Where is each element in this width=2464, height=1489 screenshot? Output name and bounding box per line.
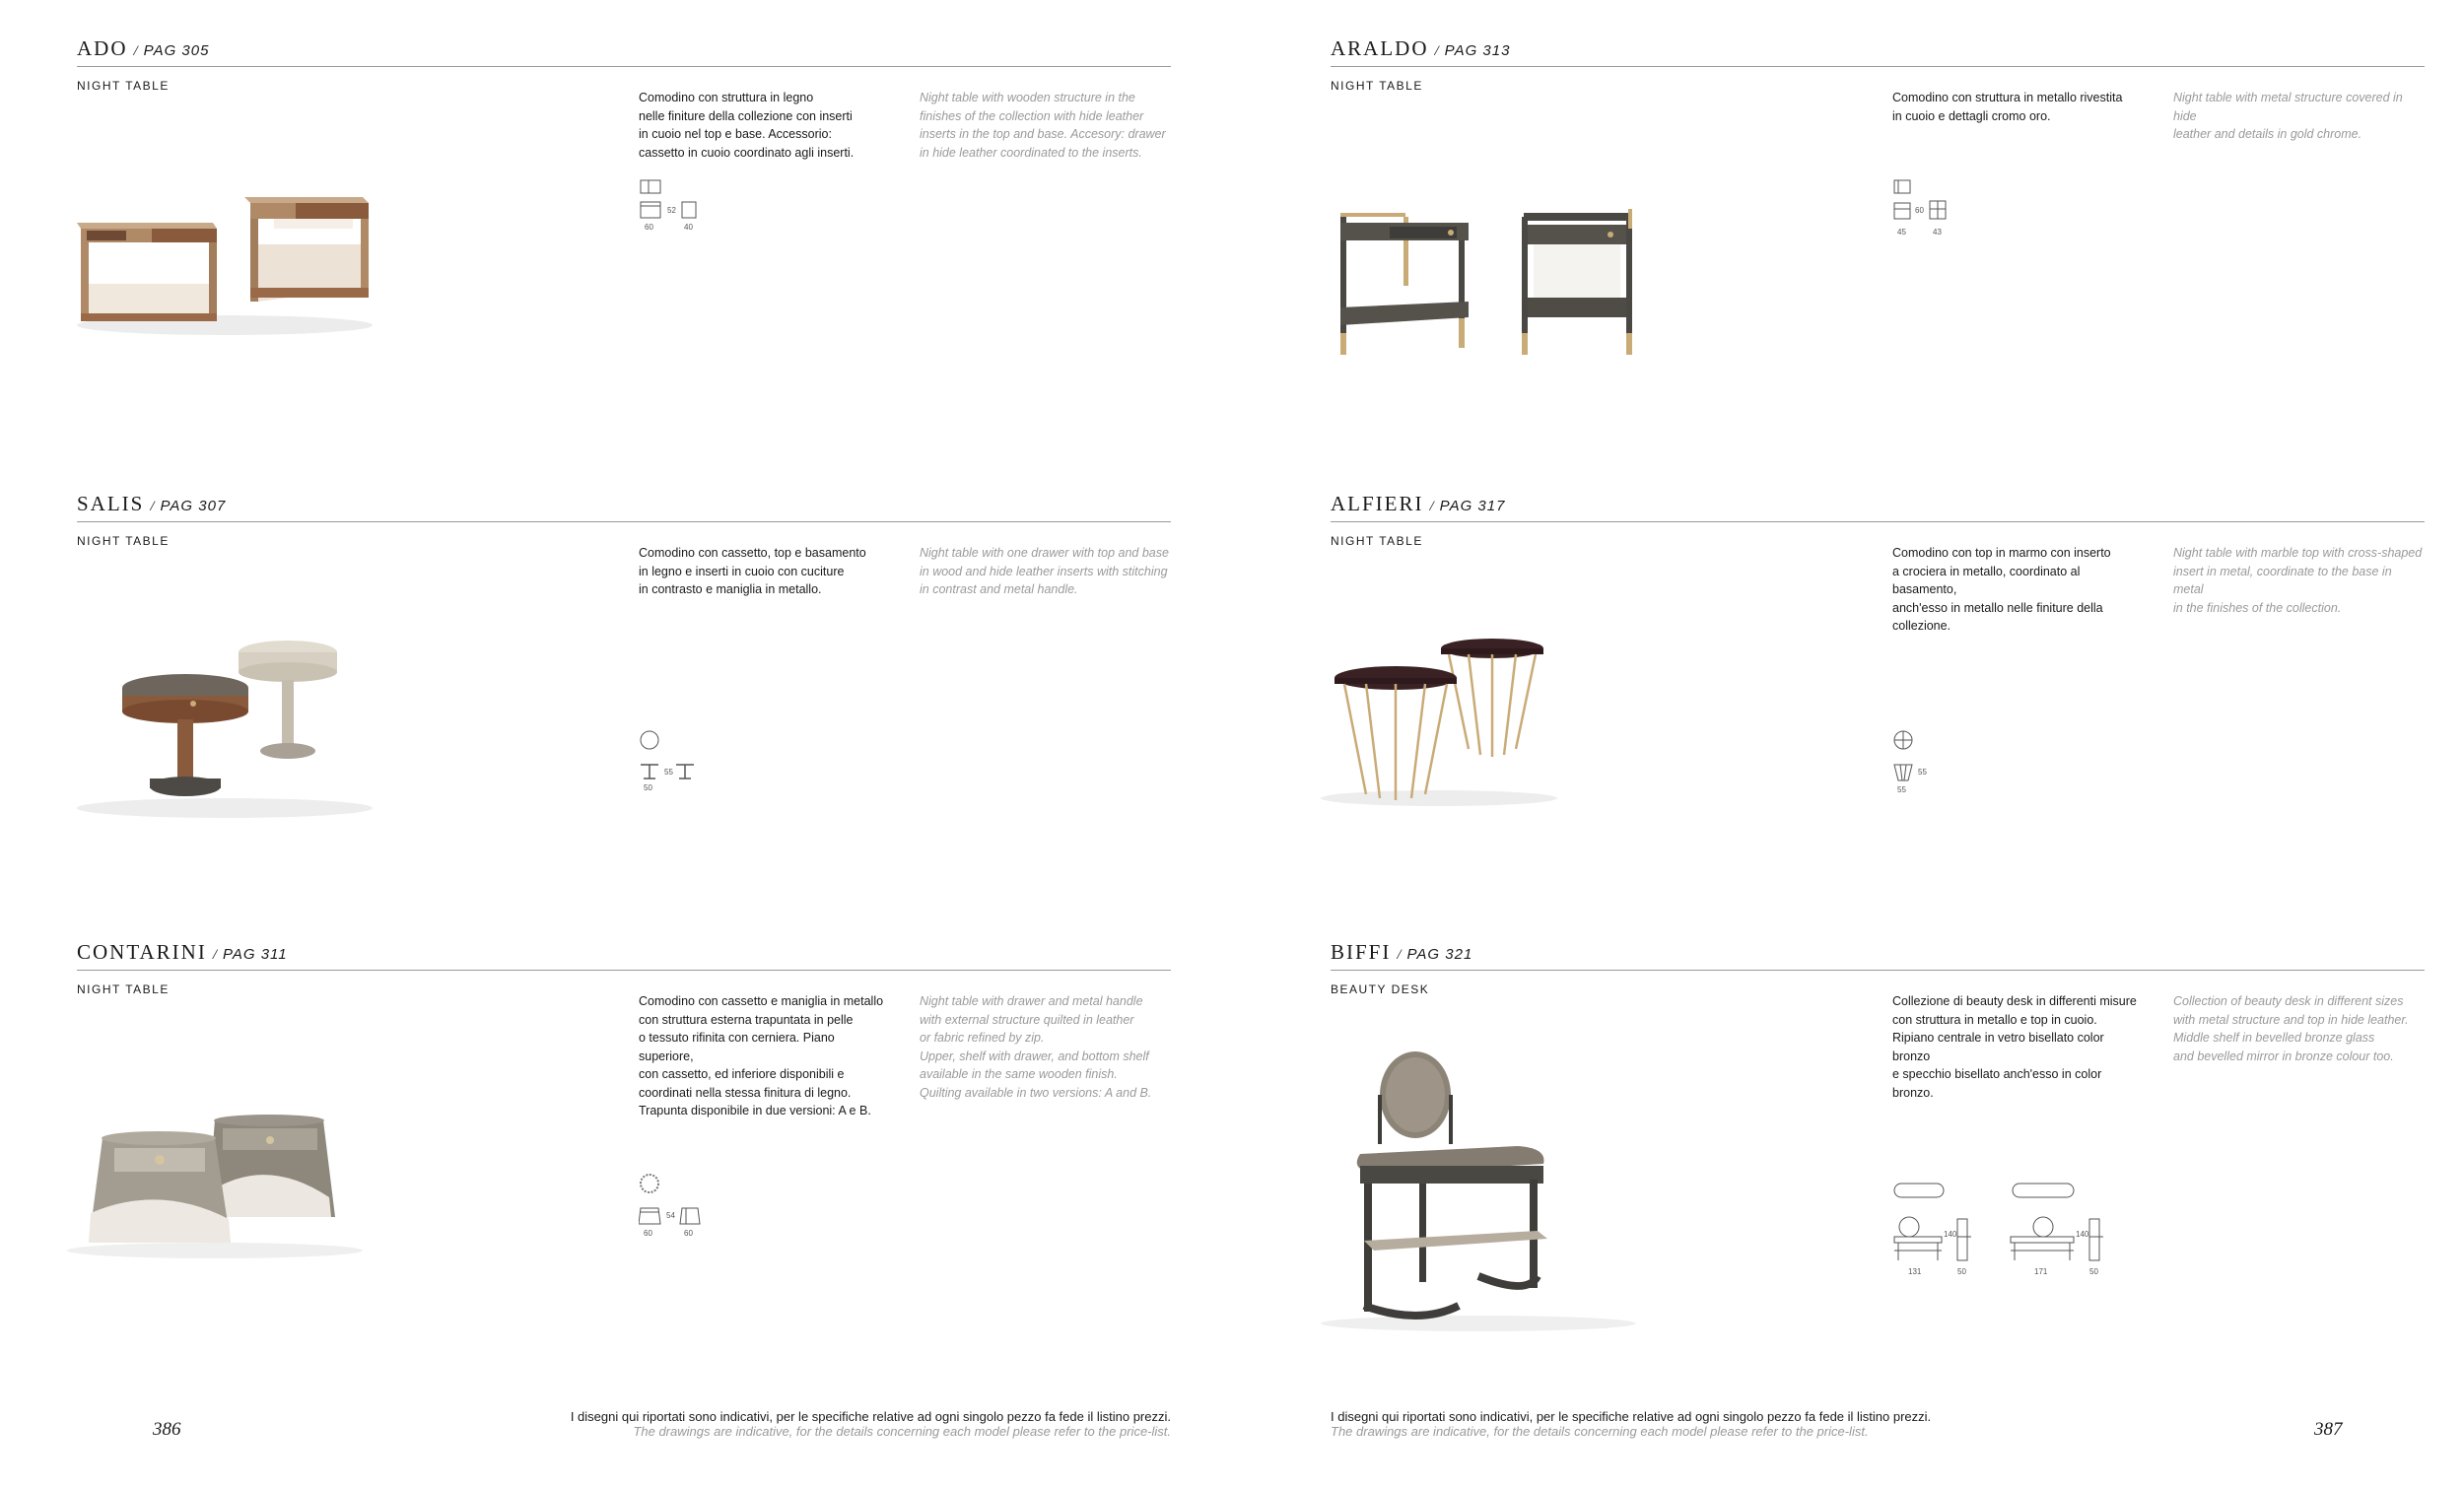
page-reference: PAG 307 <box>160 498 227 514</box>
description-english: Collection of beauty desk in different sizes with metal structure and top in hide leather. Middle shelf in bevelled bronze glass and bevelled mirror in bronze colour too. <box>2173 994 2409 1063</box>
product-title <box>77 36 209 61</box>
description-italian: Comodino con cassetto, top e basamento in legno e inserti in cuoio con cuciture in contrasto e maniglia in metallo. <box>639 546 866 596</box>
dimension-drawings <box>639 1173 727 1242</box>
dimension-label: 55 <box>1897 785 1906 794</box>
product-header <box>1331 493 2425 522</box>
product-title <box>1331 36 1510 61</box>
product-header <box>77 37 1171 67</box>
product-category: NIGHT TABLE <box>77 982 170 996</box>
description-italian: Comodino con struttura in metallo rivestita in cuoio e dettagli cromo oro. <box>1892 91 2123 123</box>
page-number-left: 386 <box>153 1419 181 1440</box>
product-title <box>1331 940 1472 965</box>
product-photo <box>67 106 580 363</box>
description-english: Night table with one drawer with top and base in wood and hide leather inserts with stitching in contrast and metal handle. <box>920 546 1169 596</box>
dimension-label: 54 <box>666 1211 675 1220</box>
dimension-label: 171 <box>2034 1267 2048 1276</box>
dimension-label: 50 <box>2089 1267 2098 1276</box>
dimension-label: 50 <box>644 783 652 792</box>
dimension-label: 52 <box>667 206 676 215</box>
dimension-label: 140 <box>1944 1230 1957 1239</box>
product-header <box>77 941 1171 971</box>
dimension-drawings <box>1892 729 1981 798</box>
dimension-drawings <box>1892 1180 2149 1278</box>
title-separator: / <box>1434 43 1439 59</box>
product-name: BIFFI <box>1331 940 1392 964</box>
dimension-label: 55 <box>1918 768 1927 777</box>
page-reference: PAG 313 <box>1444 42 1511 59</box>
product-title <box>1331 492 1505 516</box>
footer-note-english-right: The drawings are indicative, for the details concerning each model please refer to the price-list. <box>1331 1424 1869 1439</box>
product-name: ALFIERI <box>1331 492 1424 515</box>
footer-note-english-left: The drawings are indicative, for the details concerning each model please refer to the price-list. <box>633 1424 1171 1439</box>
product-salis <box>77 492 1171 792</box>
product-name: ARALDO <box>1331 36 1429 60</box>
product-photo <box>67 562 580 818</box>
product-ado <box>77 36 1171 232</box>
product-title <box>77 492 226 516</box>
product-name: SALIS <box>77 492 145 515</box>
dimension-label: 50 <box>1957 1267 1966 1276</box>
title-separator: / <box>1397 947 1402 963</box>
dimension-drawings <box>639 729 727 798</box>
footer-note-italian-right: I disegni qui riportati sono indicativi, per le specifiche relative ad ogni singolo pezzo fa fede il listino prezzi. <box>1331 1409 1932 1424</box>
description-italian: Comodino con cassetto e maniglia in metallo con struttura esterna trapuntata in pelle o tessuto rifinita con cerniera. Piano superiore, con cassetto, ed inferiore disponibili e coordinati nella stessa finitura di legno. Trapunta disponibile in due versioni: A e B. <box>639 994 884 1117</box>
product-contarini <box>77 940 1171 1238</box>
description-italian: Comodino con struttura in legno nelle finiture della collezione con inserti in cuoio nel top e base. Accessorio: cassetto in cuoio coordinato agli inserti. <box>639 91 855 160</box>
description-english: Night table with drawer and metal handle with external structure quilted in leather or fabric refined by zip. Upper, shelf with drawer, and bottom shelf available in the same wooden finish. Quilting available in two versions: A and B. <box>920 994 1152 1100</box>
description-italian: Collezione di beauty desk in differenti misure con struttura in metallo e top in cuoio. Ripiano centrale in vetro bisellato color bronzo e specchio bisellato anch'esso in color bronzo. <box>1892 994 2137 1100</box>
dimension-label: 43 <box>1933 228 1942 237</box>
description-english: Night table with marble top with cross-shaped insert in metal, coordinate to the base in metal in the finishes of the collection. <box>2173 546 2423 615</box>
dimension-label: 60 <box>684 1229 693 1238</box>
page-reference: PAG 305 <box>143 42 210 59</box>
dimension-drawings <box>1892 175 1981 244</box>
product-photo <box>67 1010 580 1266</box>
dimension-label: 60 <box>645 223 653 232</box>
product-category: NIGHT TABLE <box>1331 79 1423 93</box>
description-english: Night table with metal structure covered in hide leather and details in gold chrome. <box>2173 91 2403 141</box>
title-separator: / <box>150 499 155 514</box>
description-english: Night table with wooden structure in the finishes of the collection with hide leather inserts in the top and base. Accesory: drawer in hide leather coordinated to the inserts. <box>920 91 1166 160</box>
product-header <box>1331 37 2425 67</box>
product-title <box>77 940 288 965</box>
footer-note-italian-left: I disegni qui riportati sono indicativi, per le specifiche relative ad ogni singolo pezzo fa fede il listino prezzi. <box>570 1409 1171 1424</box>
dimension-drawings <box>639 175 727 235</box>
product-category: NIGHT TABLE <box>77 79 170 93</box>
product-header <box>1331 941 2425 971</box>
product-category: BEAUTY DESK <box>1331 982 1430 996</box>
title-separator: / <box>1429 499 1434 514</box>
product-name: CONTARINI <box>77 940 207 964</box>
page-reference: PAG 317 <box>1439 498 1506 514</box>
dimension-label: 45 <box>1897 228 1906 237</box>
dimension-label: 60 <box>1915 206 1924 215</box>
page-reference: PAG 321 <box>1406 946 1473 963</box>
product-photo <box>1321 1010 1833 1335</box>
product-biffi <box>1331 940 2425 1276</box>
dimension-label: 40 <box>684 223 693 232</box>
product-header <box>77 493 1171 522</box>
title-separator: / <box>212 947 217 963</box>
title-separator: / <box>133 43 138 59</box>
product-alfieri <box>1331 492 2425 794</box>
product-category: NIGHT TABLE <box>77 534 170 548</box>
page-reference: PAG 311 <box>222 946 288 963</box>
dimension-label: 55 <box>664 768 673 777</box>
description-italian: Comodino con top in marmo con inserto a crociera in metallo, coordinato al basamento, anch'esso in metallo nelle finiture della collezione. <box>1892 546 2111 633</box>
product-photo <box>1321 562 1833 818</box>
dimension-label: 140 <box>2076 1230 2089 1239</box>
page-number-right: 387 <box>2314 1419 2343 1440</box>
product-name: ADO <box>77 36 128 60</box>
product-category: NIGHT TABLE <box>1331 534 1423 548</box>
dimension-label: 60 <box>644 1229 652 1238</box>
product-photo <box>1321 106 1833 363</box>
dimension-label: 131 <box>1908 1267 1922 1276</box>
product-araldo <box>1331 36 2425 237</box>
